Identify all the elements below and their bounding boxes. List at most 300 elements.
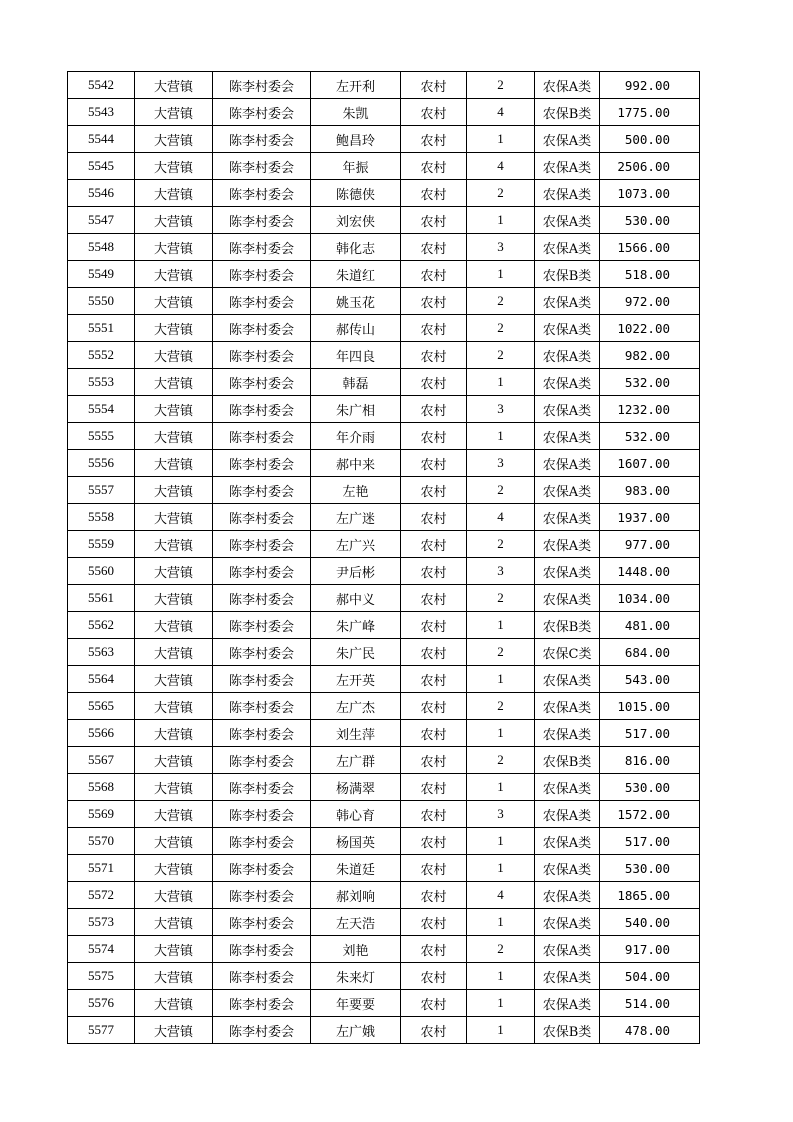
household-size-cell: 1 xyxy=(467,369,535,396)
town-cell: 大营镇 xyxy=(135,180,213,207)
town-cell: 大营镇 xyxy=(135,855,213,882)
table-row xyxy=(68,72,700,99)
row-number-cell: 5575 xyxy=(68,963,135,990)
household-size-cell: 2 xyxy=(467,747,535,774)
village-committee-cell: 陈李村委会 xyxy=(213,126,311,153)
insurance-category-cell: 农保C类 xyxy=(535,639,600,666)
amount-cell: 532.00 xyxy=(600,423,700,450)
person-name-cell: 朱道红 xyxy=(311,261,401,288)
table-row xyxy=(68,153,700,180)
amount-cell: 816.00 xyxy=(600,747,700,774)
row-number-cell: 5573 xyxy=(68,909,135,936)
person-name-cell: 年振 xyxy=(311,153,401,180)
village-committee-cell: 陈李村委会 xyxy=(213,801,311,828)
row-number-cell: 5547 xyxy=(68,207,135,234)
person-name-cell: 年介雨 xyxy=(311,423,401,450)
person-name-cell: 郝中来 xyxy=(311,450,401,477)
household-size-cell: 1 xyxy=(467,1017,535,1044)
amount-cell: 1865.00 xyxy=(600,882,700,909)
residence-type-cell: 农村 xyxy=(401,990,467,1017)
town-cell: 大营镇 xyxy=(135,261,213,288)
table-row xyxy=(68,396,700,423)
village-committee-cell: 陈李村委会 xyxy=(213,612,311,639)
row-number-cell: 5548 xyxy=(68,234,135,261)
table-row xyxy=(68,801,700,828)
amount-cell: 543.00 xyxy=(600,666,700,693)
insurance-category-cell: 农保A类 xyxy=(535,342,600,369)
village-committee-cell: 陈李村委会 xyxy=(213,1017,311,1044)
amount-cell: 514.00 xyxy=(600,990,700,1017)
row-number-cell: 5563 xyxy=(68,639,135,666)
village-committee-cell: 陈李村委会 xyxy=(213,288,311,315)
row-number-cell: 5564 xyxy=(68,666,135,693)
village-committee-cell: 陈李村委会 xyxy=(213,342,311,369)
person-name-cell: 尹后彬 xyxy=(311,558,401,585)
table-row xyxy=(68,558,700,585)
amount-cell: 1937.00 xyxy=(600,504,700,531)
village-committee-cell: 陈李村委会 xyxy=(213,396,311,423)
residence-type-cell: 农村 xyxy=(401,612,467,639)
village-committee-cell: 陈李村委会 xyxy=(213,990,311,1017)
household-size-cell: 1 xyxy=(467,990,535,1017)
amount-cell: 1566.00 xyxy=(600,234,700,261)
town-cell: 大营镇 xyxy=(135,828,213,855)
insurance-category-cell: 农保A类 xyxy=(535,828,600,855)
town-cell: 大营镇 xyxy=(135,369,213,396)
person-name-cell: 姚玉花 xyxy=(311,288,401,315)
town-cell: 大营镇 xyxy=(135,1017,213,1044)
village-committee-cell: 陈李村委会 xyxy=(213,855,311,882)
residence-type-cell: 农村 xyxy=(401,315,467,342)
residence-type-cell: 农村 xyxy=(401,234,467,261)
insurance-category-cell: 农保A类 xyxy=(535,693,600,720)
person-name-cell: 杨国英 xyxy=(311,828,401,855)
town-cell: 大营镇 xyxy=(135,153,213,180)
household-size-cell: 2 xyxy=(467,693,535,720)
amount-cell: 2506.00 xyxy=(600,153,700,180)
table-row xyxy=(68,747,700,774)
table-row xyxy=(68,639,700,666)
insurance-category-cell: 农保A类 xyxy=(535,315,600,342)
person-name-cell: 刘生萍 xyxy=(311,720,401,747)
household-size-cell: 2 xyxy=(467,531,535,558)
row-number-cell: 5550 xyxy=(68,288,135,315)
insurance-category-cell: 农保A类 xyxy=(535,720,600,747)
residence-type-cell: 农村 xyxy=(401,639,467,666)
row-number-cell: 5556 xyxy=(68,450,135,477)
household-size-cell: 4 xyxy=(467,882,535,909)
row-number-cell: 5572 xyxy=(68,882,135,909)
residence-type-cell: 农村 xyxy=(401,504,467,531)
table-row xyxy=(68,612,700,639)
table-row xyxy=(68,666,700,693)
row-number-cell: 5570 xyxy=(68,828,135,855)
insurance-category-cell: 农保A类 xyxy=(535,585,600,612)
insurance-category-cell: 农保A类 xyxy=(535,450,600,477)
residence-type-cell: 农村 xyxy=(401,450,467,477)
residence-type-cell: 农村 xyxy=(401,531,467,558)
village-committee-cell: 陈李村委会 xyxy=(213,504,311,531)
row-number-cell: 5553 xyxy=(68,369,135,396)
household-size-cell: 3 xyxy=(467,450,535,477)
village-committee-cell: 陈李村委会 xyxy=(213,234,311,261)
residence-type-cell: 农村 xyxy=(401,369,467,396)
household-size-cell: 4 xyxy=(467,504,535,531)
amount-cell: 983.00 xyxy=(600,477,700,504)
household-size-cell: 1 xyxy=(467,855,535,882)
row-number-cell: 5549 xyxy=(68,261,135,288)
table-row xyxy=(68,234,700,261)
household-size-cell: 1 xyxy=(467,423,535,450)
town-cell: 大营镇 xyxy=(135,666,213,693)
village-committee-cell: 陈李村委会 xyxy=(213,666,311,693)
insurance-category-cell: 农保A类 xyxy=(535,207,600,234)
person-name-cell: 朱道廷 xyxy=(311,855,401,882)
person-name-cell: 郝刘响 xyxy=(311,882,401,909)
amount-cell: 1775.00 xyxy=(600,99,700,126)
town-cell: 大营镇 xyxy=(135,720,213,747)
town-cell: 大营镇 xyxy=(135,909,213,936)
row-number-cell: 5566 xyxy=(68,720,135,747)
residence-type-cell: 农村 xyxy=(401,99,467,126)
table-row xyxy=(68,369,700,396)
residence-type-cell: 农村 xyxy=(401,261,467,288)
village-committee-cell: 陈李村委会 xyxy=(213,99,311,126)
household-size-cell: 2 xyxy=(467,477,535,504)
row-number-cell: 5561 xyxy=(68,585,135,612)
table-row xyxy=(68,261,700,288)
row-number-cell: 5555 xyxy=(68,423,135,450)
household-size-cell: 2 xyxy=(467,639,535,666)
village-committee-cell: 陈李村委会 xyxy=(213,477,311,504)
row-number-cell: 5542 xyxy=(68,72,135,99)
amount-cell: 982.00 xyxy=(600,342,700,369)
residence-type-cell: 农村 xyxy=(401,585,467,612)
town-cell: 大营镇 xyxy=(135,936,213,963)
person-name-cell: 韩化志 xyxy=(311,234,401,261)
residence-type-cell: 农村 xyxy=(401,747,467,774)
residence-type-cell: 农村 xyxy=(401,558,467,585)
person-name-cell: 左艳 xyxy=(311,477,401,504)
person-name-cell: 年要要 xyxy=(311,990,401,1017)
residence-type-cell: 农村 xyxy=(401,855,467,882)
table-row xyxy=(68,99,700,126)
row-number-cell: 5569 xyxy=(68,801,135,828)
town-cell: 大营镇 xyxy=(135,342,213,369)
town-cell: 大营镇 xyxy=(135,963,213,990)
insurance-category-cell: 农保A类 xyxy=(535,909,600,936)
insurance-category-cell: 农保A类 xyxy=(535,504,600,531)
table-row xyxy=(68,936,700,963)
person-name-cell: 鲍昌玲 xyxy=(311,126,401,153)
town-cell: 大营镇 xyxy=(135,477,213,504)
amount-cell: 1073.00 xyxy=(600,180,700,207)
person-name-cell: 左开利 xyxy=(311,72,401,99)
insurance-category-cell: 农保A类 xyxy=(535,774,600,801)
residence-type-cell: 农村 xyxy=(401,396,467,423)
town-cell: 大营镇 xyxy=(135,612,213,639)
household-size-cell: 1 xyxy=(467,720,535,747)
table-row xyxy=(68,315,700,342)
amount-cell: 504.00 xyxy=(600,963,700,990)
table-row xyxy=(68,774,700,801)
residence-type-cell: 农村 xyxy=(401,828,467,855)
amount-cell: 917.00 xyxy=(600,936,700,963)
row-number-cell: 5571 xyxy=(68,855,135,882)
amount-cell: 972.00 xyxy=(600,288,700,315)
household-size-cell: 2 xyxy=(467,315,535,342)
town-cell: 大营镇 xyxy=(135,504,213,531)
table-row xyxy=(68,855,700,882)
insurance-category-cell: 农保A类 xyxy=(535,234,600,261)
amount-cell: 517.00 xyxy=(600,720,700,747)
person-name-cell: 杨满翠 xyxy=(311,774,401,801)
town-cell: 大营镇 xyxy=(135,423,213,450)
residence-type-cell: 农村 xyxy=(401,342,467,369)
household-size-cell: 4 xyxy=(467,99,535,126)
amount-cell: 481.00 xyxy=(600,612,700,639)
village-committee-cell: 陈李村委会 xyxy=(213,261,311,288)
amount-cell: 1607.00 xyxy=(600,450,700,477)
insurance-category-cell: 农保A类 xyxy=(535,369,600,396)
person-name-cell: 朱广峰 xyxy=(311,612,401,639)
row-number-cell: 5552 xyxy=(68,342,135,369)
amount-cell: 478.00 xyxy=(600,1017,700,1044)
table-row xyxy=(68,1017,700,1044)
person-name-cell: 郝传山 xyxy=(311,315,401,342)
insurance-category-cell: 农保A类 xyxy=(535,558,600,585)
roster-body xyxy=(68,72,700,1044)
household-size-cell: 1 xyxy=(467,207,535,234)
town-cell: 大营镇 xyxy=(135,882,213,909)
table-row xyxy=(68,342,700,369)
village-committee-cell: 陈李村委会 xyxy=(213,909,311,936)
amount-cell: 518.00 xyxy=(600,261,700,288)
insurance-category-cell: 农保A类 xyxy=(535,882,600,909)
household-size-cell: 2 xyxy=(467,585,535,612)
table-row xyxy=(68,288,700,315)
insurance-category-cell: 农保B类 xyxy=(535,747,600,774)
person-name-cell: 左开英 xyxy=(311,666,401,693)
row-number-cell: 5544 xyxy=(68,126,135,153)
insurance-category-cell: 农保A类 xyxy=(535,531,600,558)
town-cell: 大营镇 xyxy=(135,774,213,801)
insurance-category-cell: 农保A类 xyxy=(535,288,600,315)
table-row xyxy=(68,909,700,936)
insurance-category-cell: 农保A类 xyxy=(535,666,600,693)
household-size-cell: 1 xyxy=(467,963,535,990)
residence-type-cell: 农村 xyxy=(401,882,467,909)
insurance-category-cell: 农保A类 xyxy=(535,963,600,990)
town-cell: 大营镇 xyxy=(135,450,213,477)
household-size-cell: 2 xyxy=(467,342,535,369)
household-size-cell: 1 xyxy=(467,261,535,288)
person-name-cell: 朱广民 xyxy=(311,639,401,666)
town-cell: 大营镇 xyxy=(135,315,213,342)
insurance-category-cell: 农保A类 xyxy=(535,990,600,1017)
table-row xyxy=(68,531,700,558)
residence-type-cell: 农村 xyxy=(401,909,467,936)
insurance-category-cell: 农保B类 xyxy=(535,612,600,639)
insurance-category-cell: 农保A类 xyxy=(535,477,600,504)
town-cell: 大营镇 xyxy=(135,234,213,261)
village-committee-cell: 陈李村委会 xyxy=(213,936,311,963)
person-name-cell: 左广群 xyxy=(311,747,401,774)
residence-type-cell: 农村 xyxy=(401,720,467,747)
person-name-cell: 左广杰 xyxy=(311,693,401,720)
village-committee-cell: 陈李村委会 xyxy=(213,72,311,99)
household-size-cell: 3 xyxy=(467,801,535,828)
village-committee-cell: 陈李村委会 xyxy=(213,180,311,207)
row-number-cell: 5565 xyxy=(68,693,135,720)
household-size-cell: 4 xyxy=(467,153,535,180)
village-committee-cell: 陈李村委会 xyxy=(213,423,311,450)
insurance-category-cell: 农保A类 xyxy=(535,180,600,207)
person-name-cell: 左广兴 xyxy=(311,531,401,558)
insurance-category-cell: 农保A类 xyxy=(535,72,600,99)
amount-cell: 500.00 xyxy=(600,126,700,153)
town-cell: 大营镇 xyxy=(135,585,213,612)
town-cell: 大营镇 xyxy=(135,990,213,1017)
row-number-cell: 5577 xyxy=(68,1017,135,1044)
table-row xyxy=(68,207,700,234)
insurance-category-cell: 农保A类 xyxy=(535,153,600,180)
village-committee-cell: 陈李村委会 xyxy=(213,558,311,585)
residence-type-cell: 农村 xyxy=(401,666,467,693)
person-name-cell: 左广迷 xyxy=(311,504,401,531)
amount-cell: 530.00 xyxy=(600,855,700,882)
village-committee-cell: 陈李村委会 xyxy=(213,720,311,747)
village-committee-cell: 陈李村委会 xyxy=(213,882,311,909)
row-number-cell: 5560 xyxy=(68,558,135,585)
residence-type-cell: 农村 xyxy=(401,693,467,720)
insurance-category-cell: 农保A类 xyxy=(535,855,600,882)
village-committee-cell: 陈李村委会 xyxy=(213,315,311,342)
village-committee-cell: 陈李村委会 xyxy=(213,585,311,612)
row-number-cell: 5568 xyxy=(68,774,135,801)
village-committee-cell: 陈李村委会 xyxy=(213,774,311,801)
town-cell: 大营镇 xyxy=(135,531,213,558)
roster-table xyxy=(67,71,700,1044)
insurance-category-cell: 农保B类 xyxy=(535,261,600,288)
residence-type-cell: 农村 xyxy=(401,1017,467,1044)
residence-type-cell: 农村 xyxy=(401,936,467,963)
table-row xyxy=(68,585,700,612)
insurance-category-cell: 农保A类 xyxy=(535,396,600,423)
person-name-cell: 陈德侠 xyxy=(311,180,401,207)
town-cell: 大营镇 xyxy=(135,558,213,585)
village-committee-cell: 陈李村委会 xyxy=(213,747,311,774)
town-cell: 大营镇 xyxy=(135,288,213,315)
household-size-cell: 1 xyxy=(467,126,535,153)
table-row xyxy=(68,693,700,720)
household-size-cell: 2 xyxy=(467,180,535,207)
table-row xyxy=(68,477,700,504)
village-committee-cell: 陈李村委会 xyxy=(213,450,311,477)
household-size-cell: 1 xyxy=(467,612,535,639)
town-cell: 大营镇 xyxy=(135,72,213,99)
amount-cell: 530.00 xyxy=(600,774,700,801)
row-number-cell: 5574 xyxy=(68,936,135,963)
household-size-cell: 3 xyxy=(467,234,535,261)
person-name-cell: 韩磊 xyxy=(311,369,401,396)
insurance-category-cell: 农保A类 xyxy=(535,126,600,153)
amount-cell: 1572.00 xyxy=(600,801,700,828)
person-name-cell: 韩心育 xyxy=(311,801,401,828)
amount-cell: 540.00 xyxy=(600,909,700,936)
table-row xyxy=(68,720,700,747)
household-size-cell: 2 xyxy=(467,288,535,315)
row-number-cell: 5576 xyxy=(68,990,135,1017)
row-number-cell: 5562 xyxy=(68,612,135,639)
village-committee-cell: 陈李村委会 xyxy=(213,639,311,666)
town-cell: 大营镇 xyxy=(135,801,213,828)
residence-type-cell: 农村 xyxy=(401,126,467,153)
table-row xyxy=(68,180,700,207)
village-committee-cell: 陈李村委会 xyxy=(213,828,311,855)
residence-type-cell: 农村 xyxy=(401,180,467,207)
town-cell: 大营镇 xyxy=(135,639,213,666)
village-committee-cell: 陈李村委会 xyxy=(213,963,311,990)
town-cell: 大营镇 xyxy=(135,126,213,153)
amount-cell: 684.00 xyxy=(600,639,700,666)
household-size-cell: 3 xyxy=(467,558,535,585)
person-name-cell: 年四良 xyxy=(311,342,401,369)
village-committee-cell: 陈李村委会 xyxy=(213,693,311,720)
amount-cell: 1448.00 xyxy=(600,558,700,585)
residence-type-cell: 农村 xyxy=(401,288,467,315)
residence-type-cell: 农村 xyxy=(401,477,467,504)
amount-cell: 530.00 xyxy=(600,207,700,234)
person-name-cell: 郝中义 xyxy=(311,585,401,612)
amount-cell: 992.00 xyxy=(600,72,700,99)
row-number-cell: 5559 xyxy=(68,531,135,558)
residence-type-cell: 农村 xyxy=(401,801,467,828)
village-committee-cell: 陈李村委会 xyxy=(213,531,311,558)
table-row xyxy=(68,450,700,477)
amount-cell: 1022.00 xyxy=(600,315,700,342)
table-row xyxy=(68,126,700,153)
household-size-cell: 1 xyxy=(467,774,535,801)
insurance-category-cell: 农保A类 xyxy=(535,423,600,450)
amount-cell: 1015.00 xyxy=(600,693,700,720)
table-row xyxy=(68,882,700,909)
residence-type-cell: 农村 xyxy=(401,153,467,180)
row-number-cell: 5545 xyxy=(68,153,135,180)
table-row xyxy=(68,828,700,855)
town-cell: 大营镇 xyxy=(135,396,213,423)
row-number-cell: 5557 xyxy=(68,477,135,504)
amount-cell: 1034.00 xyxy=(600,585,700,612)
row-number-cell: 5546 xyxy=(68,180,135,207)
household-size-cell: 1 xyxy=(467,909,535,936)
household-size-cell: 1 xyxy=(467,828,535,855)
person-name-cell: 左广娥 xyxy=(311,1017,401,1044)
village-committee-cell: 陈李村委会 xyxy=(213,207,311,234)
row-number-cell: 5551 xyxy=(68,315,135,342)
person-name-cell: 左天浩 xyxy=(311,909,401,936)
town-cell: 大营镇 xyxy=(135,99,213,126)
row-number-cell: 5554 xyxy=(68,396,135,423)
table-row xyxy=(68,963,700,990)
residence-type-cell: 农村 xyxy=(401,207,467,234)
amount-cell: 977.00 xyxy=(600,531,700,558)
insurance-category-cell: 农保B类 xyxy=(535,1017,600,1044)
residence-type-cell: 农村 xyxy=(401,963,467,990)
amount-cell: 517.00 xyxy=(600,828,700,855)
household-size-cell: 2 xyxy=(467,72,535,99)
town-cell: 大营镇 xyxy=(135,747,213,774)
